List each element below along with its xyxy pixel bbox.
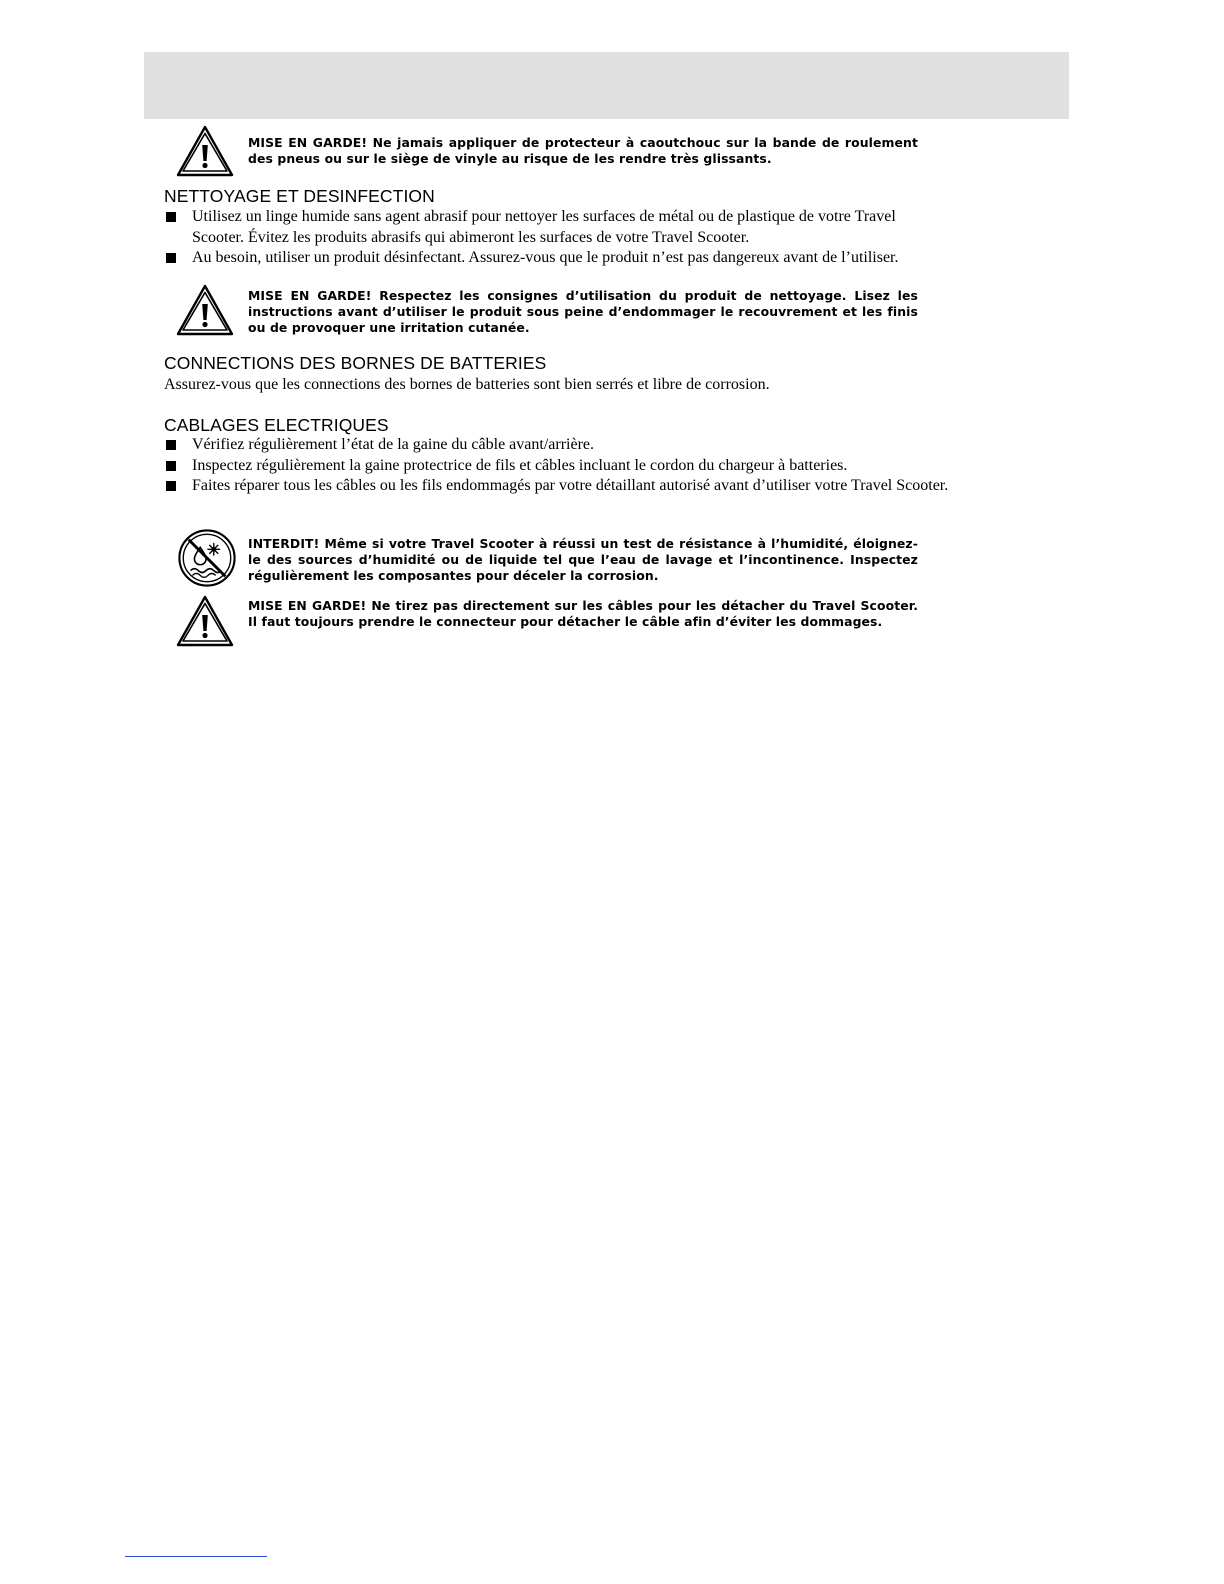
cleaning-list	[164, 207, 949, 269]
bullet-square-icon	[166, 440, 176, 450]
notice-text	[248, 135, 918, 167]
warning-notice	[176, 594, 936, 650]
list-item: Faites réparer tous les câbles ou les fils endommagés par votre détaillant autorisé avant d’utiliser votre Travel Scooter.	[164, 476, 949, 497]
bullet-square-icon	[166, 253, 176, 263]
bullet-square-icon	[166, 461, 176, 471]
footnote-rule	[125, 1556, 267, 1557]
notice-body: Respectez les consignes d’utilisation du produit de nettoyage. Lisez les instructions avant d’utiliser le produit sous peine d’endommager le recouvrement et les finis ou de provoquer une irritation cutanée.	[248, 288, 919, 335]
terminals-paragraph: Assurez-vous que les connections des bornes de batteries sont bien serrés et libre de corrosion.	[164, 376, 770, 393]
section-heading-cleaning: NETTOYAGE ET DESINFECTION	[164, 186, 435, 206]
bullet-square-icon	[166, 212, 176, 222]
notice-body: Ne jamais appliquer de protecteur à caoutchouc sur la bande de roulement des pneus ou sur le siège de vinyle au risque de les rendre très glissants.	[248, 135, 918, 166]
notice-text	[248, 288, 918, 336]
section-heading-terminals: CONNECTIONS DES BORNES DE BATTERIES	[164, 353, 547, 373]
notice-lead: MISE EN GARDE!	[248, 135, 368, 150]
warning-notice	[176, 124, 936, 180]
list-item: Inspectez régulièrement la gaine protectrice de fils et câbles incluant le cordon du chargeur à batteries.	[164, 456, 949, 477]
list-item: Au besoin, utiliser un produit désinfectant. Assurez-vous que le produit n’est pas dangereux avant de l’utiliser.	[164, 248, 949, 269]
notice-lead: MISE EN GARDE!	[248, 288, 372, 303]
warning-notice	[176, 283, 936, 339]
prohibited-notice	[176, 528, 936, 590]
bullet-square-icon	[166, 481, 176, 491]
notice-lead: INTERDIT!	[248, 536, 320, 551]
prohibited-moisture-icon	[177, 528, 237, 588]
notice-text	[248, 536, 918, 584]
notice-body: Même si votre Travel Scooter à réussi un test de résistance à l’humidité, éloignez-le des sources d’humidité ou de liquide tel que l’eau de lavage et l’incontinence. Inspectez régulièrement les composantes pour déceler la corrosion.	[248, 536, 918, 583]
notice-lead: MISE EN GARDE!	[248, 598, 367, 613]
list-item: Utilisez un linge humide sans agent abrasif pour nettoyer les surfaces de métal ou de plastique de votre Travel Scooter. Évitez les produits abrasifs qui abimeront les surfaces de votre Travel Scooter.	[164, 207, 949, 248]
wiring-list	[164, 435, 949, 497]
list-item: Vérifiez régulièrement l’état de la gaine du câble avant/arrière.	[164, 435, 949, 456]
page-header-bar	[144, 52, 1069, 119]
warning-triangle-icon	[176, 124, 234, 178]
warning-triangle-icon	[176, 283, 234, 337]
notice-text	[248, 598, 918, 630]
notice-body: Ne tirez pas directement sur les câbles pour les détacher du Travel Scooter. Il faut toujours prendre le connecteur pour détacher le câble afin d’éviter les dommages.	[248, 598, 918, 629]
warning-triangle-icon	[176, 594, 234, 648]
section-heading-wiring: CABLAGES ELECTRIQUES	[164, 415, 389, 435]
